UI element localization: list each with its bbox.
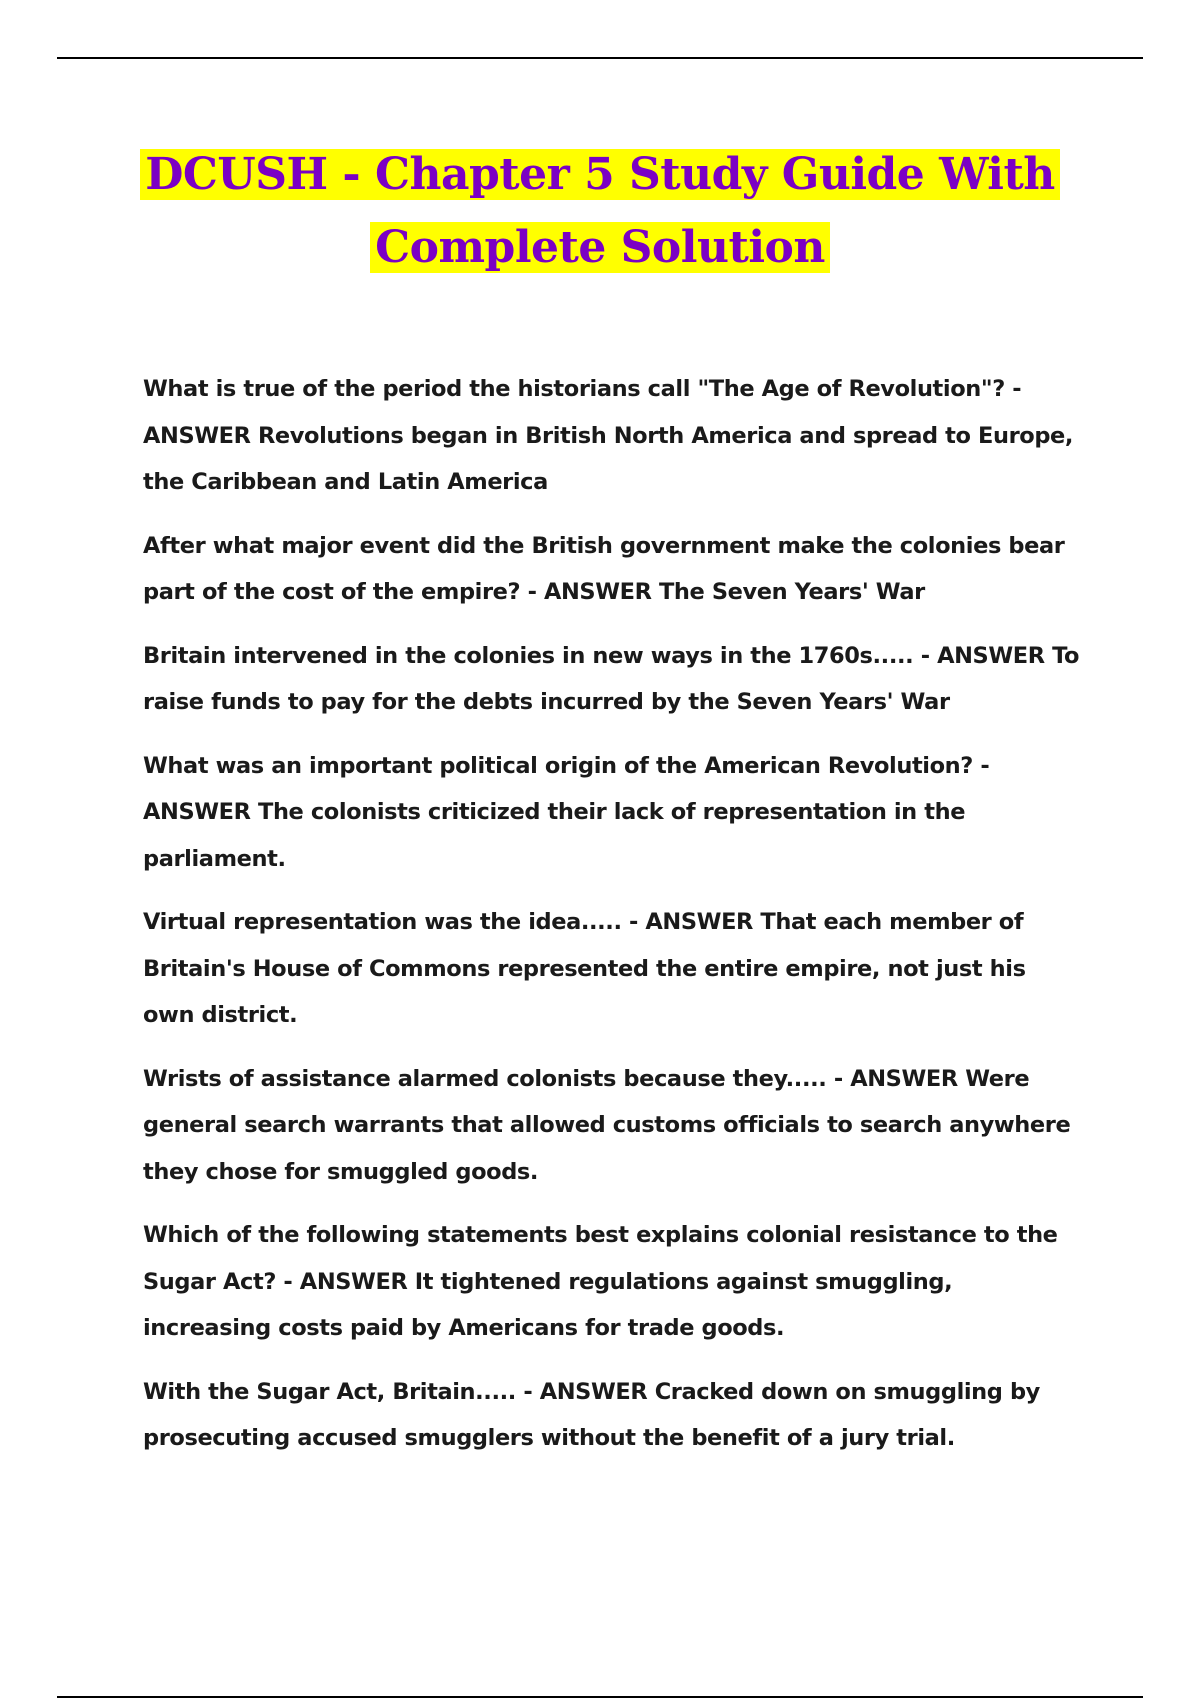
qa-item: Wrists of assistance alarmed colonists because they..... - ANSWER Were general search warrants that allowed customs officials to search anywhere they chose for smuggled goods. [143, 1065, 1071, 1185]
document-title [100, 138, 1100, 284]
qa-item: Which of the following statements best explains colonial resistance to the Sugar Act? - ANSWER It tightened regulations against smuggling, increasing costs paid by Americans for trade goods. [143, 1222, 1058, 1341]
qa-item: What is true of the period the historians call "The Age of Revolution"? - ANSWER Revolutions began in British North America and spread to Europe, the Caribbean and Latin America [143, 376, 1074, 495]
qa-item: Britain intervened in the colonies in new ways in the 1760s..... - ANSWER To raise funds to pay for the debts incurred by the Seven Years' War [143, 642, 1080, 715]
bottom-divider [57, 1696, 1143, 1698]
qa-item: Virtual representation was the idea..... - ANSWER That each member of Britain's House of Commons represented the entire empire, not just his own district. [143, 909, 1026, 1028]
top-divider [57, 57, 1143, 59]
document-title-text: DCUSH - Chapter 5 Study Guide With Complete Solution [140, 149, 1060, 273]
qa-item: With the Sugar Act, Britain..... - ANSWER Cracked down on smuggling by prosecuting accused smugglers without the benefit of a jury trial. [143, 1378, 1040, 1451]
qa-list [143, 366, 1083, 1479]
qa-item: After what major event did the British government make the colonies bear part of the cost of the empire? - ANSWER The Seven Years' War [143, 532, 1065, 605]
qa-item: What was an important political origin of the American Revolution? - ANSWER The colonists criticized their lack of representation in the parliament. [143, 752, 990, 872]
